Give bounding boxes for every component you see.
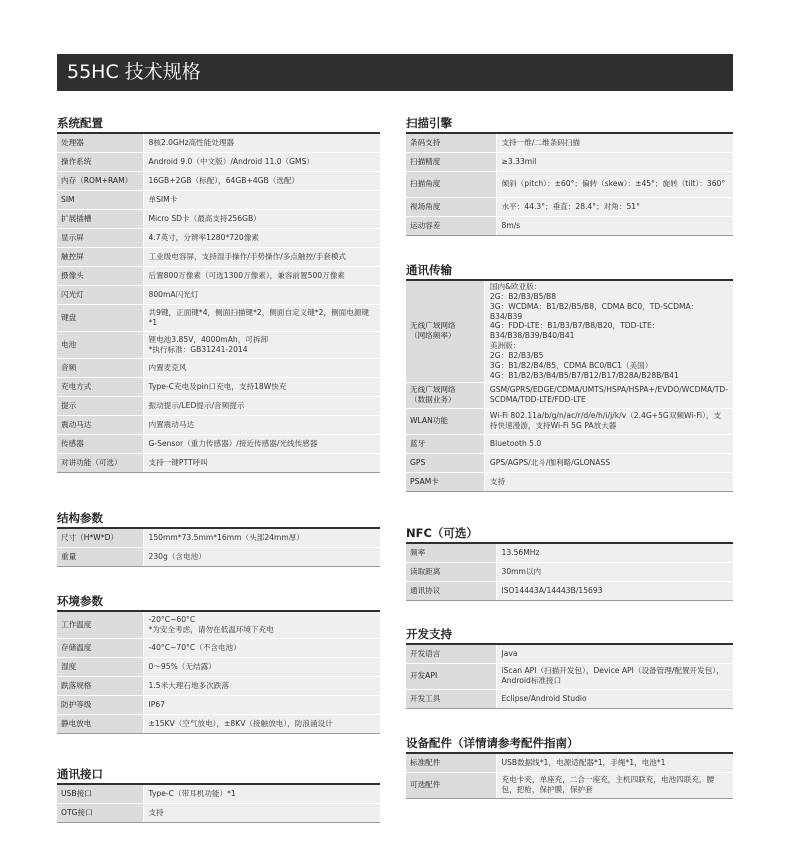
spec-table bbox=[57, 132, 380, 473]
spec-key: 运动容差 bbox=[406, 216, 496, 235]
spec-key: 音频 bbox=[57, 358, 143, 377]
spec-value: 后置800万像素（可选1300万像素），兼容前置500万像素 bbox=[143, 266, 380, 285]
spec-key: 对讲功能（可选） bbox=[57, 453, 143, 472]
spec-section bbox=[406, 524, 733, 601]
spec-row bbox=[57, 358, 380, 377]
spec-key: OTG接口 bbox=[57, 803, 143, 822]
section-title: 开发支持 bbox=[406, 627, 452, 641]
spec-key: 开发API bbox=[406, 663, 496, 689]
spec-key: 扫描精度 bbox=[406, 152, 496, 171]
spec-key: 扫描角度 bbox=[406, 171, 496, 197]
spec-value: ≥3.33mil bbox=[496, 152, 733, 171]
spec-row bbox=[57, 453, 380, 472]
spec-row bbox=[57, 133, 380, 152]
spec-key: 跌落规格 bbox=[57, 676, 143, 695]
spec-row bbox=[406, 453, 733, 472]
spec-value: 230g（含电池） bbox=[143, 547, 380, 566]
spec-value: IP67 bbox=[143, 695, 380, 714]
spec-value: 0～95%（无结露） bbox=[143, 657, 380, 676]
spec-table bbox=[57, 610, 380, 734]
spec-value: ±15KV（空气放电），±8KV（接触放电），防浪涌设计 bbox=[143, 714, 380, 733]
spec-value: 内置麦克风 bbox=[143, 358, 380, 377]
spec-row bbox=[57, 434, 380, 453]
spec-row bbox=[57, 396, 380, 415]
spec-value: Wi-Fi 802.11a/b/g/n/ac/r/d/e/h/i/j/k/v（2.4G+5G双频Wi-Fi），支持快速漫游，支持Wi-Fi 5G PA放大器 bbox=[484, 408, 733, 434]
spec-key: SIM bbox=[57, 190, 143, 209]
spec-value: 4.7英寸，分辨率1280*720像素 bbox=[143, 228, 380, 247]
spec-key: 无线广域网络 （数据业务） bbox=[406, 382, 484, 408]
spec-row bbox=[406, 581, 733, 600]
spec-key: 开发工具 bbox=[406, 689, 496, 708]
section-title: 通讯接口 bbox=[57, 767, 103, 781]
spec-value: GSM/GPRS/EDGE/CDMA/UMTS/HSPA/HSPA+/EVDO/WCDMA/TD-SCDMA/TDD-LTE/FDD-LTE bbox=[484, 382, 733, 408]
spec-value: 支持 bbox=[484, 472, 733, 491]
spec-key: WLAN功能 bbox=[406, 408, 484, 434]
section-title: 系统配置 bbox=[57, 116, 103, 130]
spec-value: 150mm*73.5mm*16mm（头部24mm厚） bbox=[143, 528, 380, 547]
spec-section bbox=[406, 625, 733, 709]
spec-key: 显示屏 bbox=[57, 228, 143, 247]
spec-row bbox=[406, 562, 733, 581]
section-title: 设备配件（详情请参考配件指南） bbox=[406, 736, 579, 750]
spec-key: 闪光灯 bbox=[57, 285, 143, 304]
spec-key: 键盘 bbox=[57, 304, 143, 331]
spec-value: 水平：44.3°；垂直：28.4°；对角：51° bbox=[496, 197, 733, 216]
spec-row bbox=[57, 547, 380, 566]
spec-key: 标准配件 bbox=[406, 753, 496, 772]
spec-value: 内置震动马达 bbox=[143, 415, 380, 434]
spec-value: GPS/AGPS/北斗/伽利略/GLONASS bbox=[484, 453, 733, 472]
spec-table bbox=[406, 279, 733, 492]
spec-row bbox=[406, 689, 733, 708]
spec-table bbox=[406, 132, 733, 236]
spec-key: 扩展插槽 bbox=[57, 209, 143, 228]
spec-key: 视场角度 bbox=[406, 197, 496, 216]
spec-section bbox=[406, 734, 733, 799]
spec-section bbox=[57, 509, 380, 567]
spec-row bbox=[406, 171, 733, 197]
spec-key: 震动马达 bbox=[57, 415, 143, 434]
spec-key: 可选配件 bbox=[406, 772, 496, 798]
spec-table bbox=[406, 752, 733, 799]
spec-table bbox=[57, 527, 380, 567]
spec-value: ISO14443A/14443B/15693 bbox=[496, 581, 733, 600]
spec-value: 充电卡夹，单座充，二合一座充，主机四联充，电池四联充，腰包，把枪，保护膜，保护套 bbox=[496, 772, 733, 798]
spec-value: Type-C（带耳机功能）*1 bbox=[143, 784, 380, 803]
spec-row bbox=[406, 663, 733, 689]
spec-row bbox=[406, 197, 733, 216]
spec-key: PSAM卡 bbox=[406, 472, 484, 491]
spec-row bbox=[57, 209, 380, 228]
spec-value: 支持 bbox=[143, 803, 380, 822]
spec-value: 国内&欧亚版： 2G：B2/B3/B5/B8 3G：WCDMA：B1/B2/B5/B8，CDMA BC0，TD-SCDMA：B34/B39 4G：FDD-LTE：B1/B3/B7/B8/B20，TDD-LTE：B34/B38/B39/B40/B41 美洲版： 2G：B2/B3/B5 3G：B1/B2/B4/B5，CDMA BC0/BC1（美国） 4G：B1/B2/B3/B4/B5/B7/B12/B17/B28A/B28B/B41 bbox=[484, 280, 733, 382]
spec-row bbox=[57, 528, 380, 547]
spec-key: 防护等级 bbox=[57, 695, 143, 714]
spec-row bbox=[406, 133, 733, 152]
spec-row bbox=[57, 611, 380, 638]
spec-value: Eclipse/Android Studio bbox=[496, 689, 733, 708]
spec-value: 单SIM卡 bbox=[143, 190, 380, 209]
spec-row bbox=[57, 657, 380, 676]
spec-row bbox=[406, 472, 733, 491]
spec-section bbox=[57, 592, 380, 734]
spec-value: 振动提示/LED提示/音频提示 bbox=[143, 396, 380, 415]
spec-row bbox=[406, 434, 733, 453]
spec-value: 工业级电容屏，支持湿手操作/手势操作/多点触控/手套模式 bbox=[143, 247, 380, 266]
spec-key: 蓝牙 bbox=[406, 434, 484, 453]
spec-section bbox=[406, 114, 733, 236]
spec-row bbox=[57, 803, 380, 822]
spec-key: 存储温度 bbox=[57, 638, 143, 657]
spec-row bbox=[57, 247, 380, 266]
spec-value: 13.56MHz bbox=[496, 543, 733, 562]
spec-row bbox=[57, 152, 380, 171]
spec-key: 摄像头 bbox=[57, 266, 143, 285]
spec-key: GPS bbox=[406, 453, 484, 472]
spec-key: 湿度 bbox=[57, 657, 143, 676]
spec-row bbox=[406, 772, 733, 798]
spec-key: 开发语言 bbox=[406, 644, 496, 663]
spec-row bbox=[406, 644, 733, 663]
spec-table bbox=[406, 542, 733, 601]
spec-value: 倾斜（pitch）：±60°；偏转（skew）：±45°；旋转（tilt）：360° bbox=[496, 171, 733, 197]
spec-key: 充电方式 bbox=[57, 377, 143, 396]
spec-section bbox=[57, 765, 380, 823]
spec-key: 处理器 bbox=[57, 133, 143, 152]
spec-key: 条码支持 bbox=[406, 133, 496, 152]
spec-row bbox=[57, 638, 380, 657]
spec-value: USB数据线*1，电源适配器*1，手绳*1，电池*1 bbox=[496, 753, 733, 772]
spec-value: -20°C~60°C *为安全考虑，请勿在低温环境下充电 bbox=[143, 611, 380, 638]
spec-value: 800mA闪光灯 bbox=[143, 285, 380, 304]
spec-key: 无线广域网络 （网络频率） bbox=[406, 280, 484, 382]
spec-value: 8核2.0GHz高性能处理器 bbox=[143, 133, 380, 152]
spec-row bbox=[406, 753, 733, 772]
spec-row bbox=[57, 190, 380, 209]
spec-key: 触控屏 bbox=[57, 247, 143, 266]
spec-row bbox=[57, 714, 380, 733]
section-title: 扫描引擎 bbox=[406, 116, 452, 130]
spec-key: 电池 bbox=[57, 331, 143, 358]
spec-row bbox=[406, 216, 733, 235]
section-title: NFC（可选） bbox=[406, 526, 478, 540]
spec-table bbox=[57, 783, 380, 823]
spec-key: 重量 bbox=[57, 547, 143, 566]
spec-value: Micro SD卡（最高支持256GB） bbox=[143, 209, 380, 228]
spec-key: 工作温度 bbox=[57, 611, 143, 638]
spec-value: Android 9.0（中文版）/Android 11.0（GMS） bbox=[143, 152, 380, 171]
spec-value: 1.5米大理石地多次跌落 bbox=[143, 676, 380, 695]
spec-row bbox=[406, 382, 733, 408]
spec-value: 16GB+2GB（标配），64GB+4GB（选配） bbox=[143, 171, 380, 190]
spec-key: 提示 bbox=[57, 396, 143, 415]
spec-row bbox=[406, 543, 733, 562]
spec-row bbox=[57, 171, 380, 190]
spec-value: 支持一维/二维条码扫描 bbox=[496, 133, 733, 152]
spec-row bbox=[57, 695, 380, 714]
spec-row bbox=[406, 280, 733, 382]
spec-row bbox=[57, 228, 380, 247]
spec-value: Java bbox=[496, 644, 733, 663]
spec-value: 锂电池3.85V，4000mAh，可拆卸 *执行标准：GB31241-2014 bbox=[143, 331, 380, 358]
spec-key: 传感器 bbox=[57, 434, 143, 453]
spec-row bbox=[57, 676, 380, 695]
spec-row bbox=[57, 377, 380, 396]
spec-row bbox=[406, 408, 733, 434]
spec-row bbox=[57, 304, 380, 331]
spec-key: 内存（ROM+RAM） bbox=[57, 171, 143, 190]
spec-table bbox=[406, 643, 733, 709]
spec-value: iScan API（扫描开发包），Device API（设备管理/配置开发包），Android标准接口 bbox=[496, 663, 733, 689]
spec-key: USB接口 bbox=[57, 784, 143, 803]
spec-row bbox=[57, 285, 380, 304]
spec-value: Type-C充电及pin口充电，支持18W快充 bbox=[143, 377, 380, 396]
spec-value: G-Sensor（重力传感器）/接近传感器/光线传感器 bbox=[143, 434, 380, 453]
spec-value: -40°C~70°C（不含电池） bbox=[143, 638, 380, 657]
spec-section bbox=[406, 261, 733, 492]
spec-value: Bluetooth 5.0 bbox=[484, 434, 733, 453]
spec-value: 30mm以内 bbox=[496, 562, 733, 581]
spec-key: 静电放电 bbox=[57, 714, 143, 733]
section-title: 通讯传输 bbox=[406, 263, 452, 277]
section-title: 结构参数 bbox=[57, 511, 103, 525]
spec-row bbox=[57, 266, 380, 285]
spec-key: 读取距离 bbox=[406, 562, 496, 581]
spec-key: 操作系统 bbox=[57, 152, 143, 171]
page-title: 55HC 技术规格 bbox=[57, 54, 733, 91]
spec-value: 8m/s bbox=[496, 216, 733, 235]
spec-value: 支持一键PTT呼叫 bbox=[143, 453, 380, 472]
spec-row bbox=[57, 415, 380, 434]
spec-key: 频率 bbox=[406, 543, 496, 562]
spec-row bbox=[406, 152, 733, 171]
spec-row bbox=[57, 784, 380, 803]
spec-key: 通讯协议 bbox=[406, 581, 496, 600]
spec-row bbox=[57, 331, 380, 358]
spec-section bbox=[57, 114, 380, 473]
spec-value: 共9键，正面键*4，侧面扫描键*2，侧面自定义键*2，侧面电源键*1 bbox=[143, 304, 380, 331]
spec-key: 尺寸（H*W*D） bbox=[57, 528, 143, 547]
section-title: 环境参数 bbox=[57, 594, 103, 608]
